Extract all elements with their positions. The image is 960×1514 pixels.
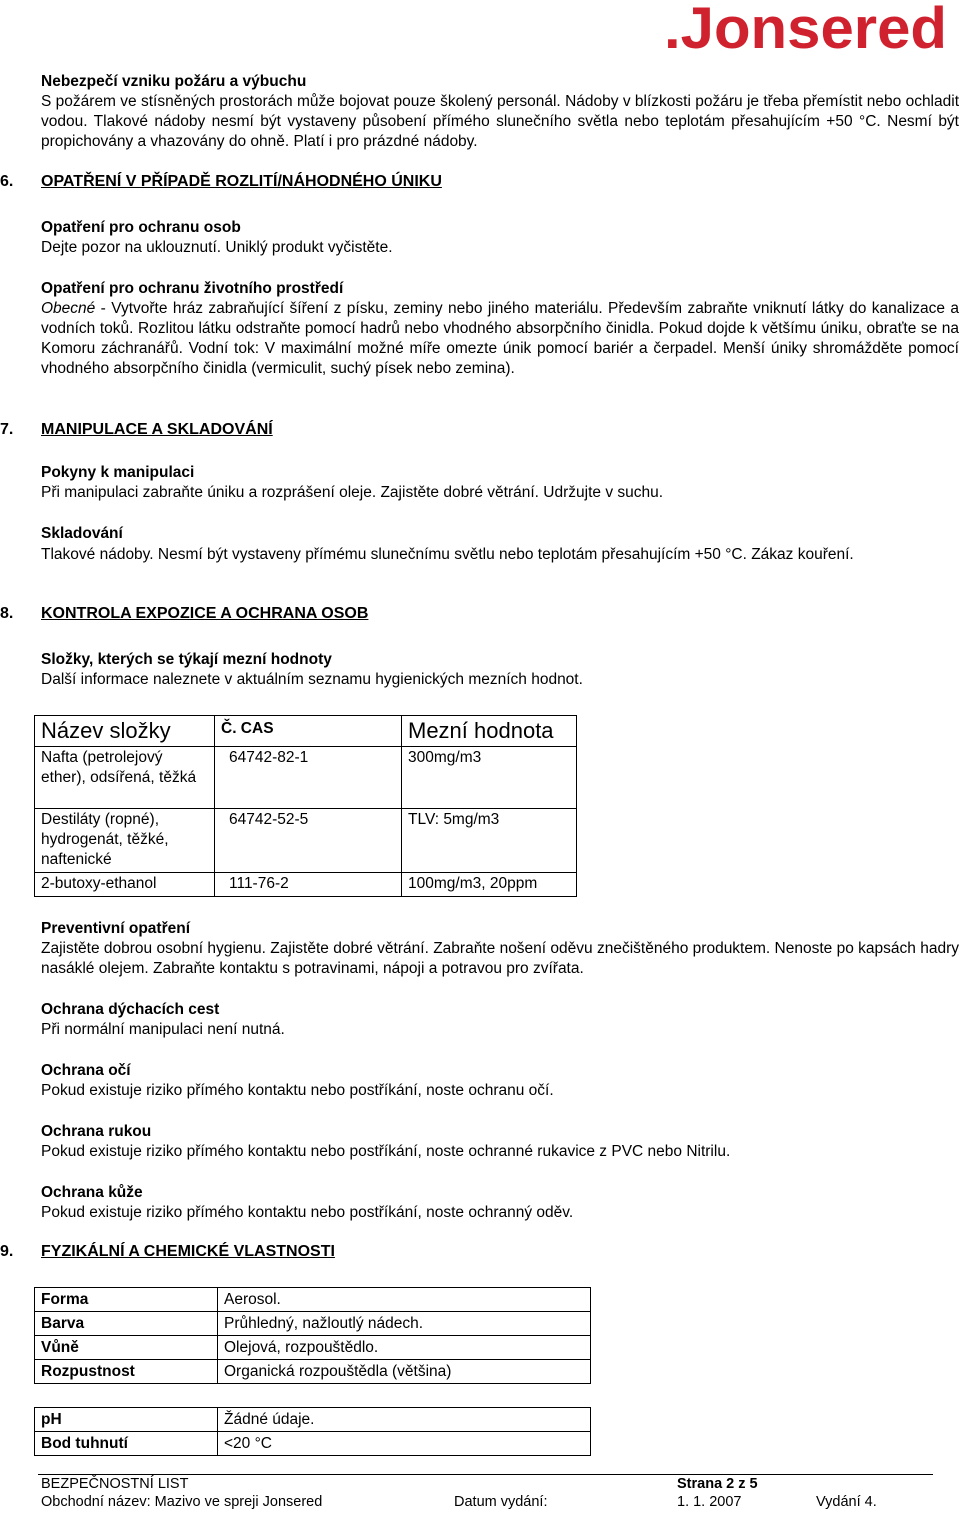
properties-table-a <box>34 1287 591 1384</box>
footer-issue-label: Datum vydání: <box>454 1494 548 1510</box>
section-9-title: FYZIKÁLNÍ A CHEMICKÉ VLASTNOSTI <box>41 1243 335 1260</box>
environment-general-label: Obecné <box>41 300 96 317</box>
table-row <box>35 1360 591 1384</box>
preventive-title: Preventivní opatření <box>41 920 191 937</box>
row-1-cas: 64742-82-1 <box>215 747 402 809</box>
footer-doc-type: BEZPEČNOSTNÍ LIST <box>41 1476 189 1492</box>
footer-issue-date: 1. 1. 2007 <box>677 1494 742 1510</box>
section-9-number: 9. <box>0 1243 14 1260</box>
table-row <box>35 1336 591 1360</box>
prop-value: Olejová, rozpouštědlo. <box>218 1336 591 1360</box>
jonsered-logo <box>664 4 949 52</box>
skin-protection-text: Pokud existuje riziko přímého kontaktu nebo postříkání, noste ochranný oděv. <box>41 1204 574 1221</box>
handling-title: Pokyny k manipulaci <box>41 464 195 481</box>
row-2-name: Destiláty (ropné), hydrogenát, těžké, naftenické <box>35 809 215 873</box>
row-3-cas: 111-76-2 <box>215 873 402 897</box>
respiratory-title: Ochrana dýchacích cest <box>41 1001 220 1018</box>
prop-value: Organická rozpouštědla (většina) <box>218 1360 591 1384</box>
row-1-limit: 300mg/m3 <box>402 747 577 809</box>
prop-key: Barva <box>35 1312 218 1336</box>
properties-table-b <box>34 1407 591 1456</box>
footer-trade-name: Obchodní název: Mazivo ve spreji Jonsered <box>41 1494 323 1510</box>
prop-key: pH <box>35 1408 218 1432</box>
row-1-name: Nafta (petrolejový ether), odsířená, těžká <box>35 747 215 809</box>
prop-value: Průhledný, nažloutlý nádech. <box>218 1312 591 1336</box>
storage-text: Tlakové nádoby. Nesmí být vystaveny přímému slunečnímu světlu nebo teplotám přesahujícím +50 °C. Zákaz kouření. <box>41 546 854 563</box>
row-3-name: 2-butoxy-ethanol <box>35 873 215 897</box>
handling-text: Při manipulaci zabraňte úniku a rozprášení oleje. Zajistěte dobré větrání. Udržujte v suchu. <box>41 484 664 501</box>
header-component-name: Název složky <box>35 716 215 747</box>
hand-protection-text: Pokud existuje riziko přímého kontaktu nebo postříkání, noste ochranné rukavice z PVC nebo Nitrilu. <box>41 1143 731 1160</box>
section-8-number: 8. <box>0 605 14 622</box>
fire-hazard-title: Nebezpečí vzniku požáru a výbuchu <box>41 73 307 90</box>
skin-protection-title: Ochrana kůže <box>41 1184 143 1201</box>
fire-hazard-text: S požárem ve stísněných prostorách může bojovat pouze školený personál. Nádoby v blízkosti požáru je třeba přemístit nebo ochladit vodou. Tlakové nádoby nesmí být vystaveny působení přímého slunečního světla nebo teplotám přesahujícím +50 °C. Nesmí být propichovány a vhazovány do ohně. Platí i pro prázdné nádoby. <box>41 93 959 150</box>
prop-value: Aerosol. <box>218 1288 591 1312</box>
exposure-limits-table <box>34 715 577 897</box>
section-7-number: 7. <box>0 421 14 438</box>
prop-key: Rozpustnost <box>35 1360 218 1384</box>
row-3-limit: 100mg/m3, 20ppm <box>402 873 577 897</box>
table-row <box>35 1408 591 1432</box>
table-row <box>35 747 577 809</box>
footer-page-number: Strana 2 z 5 <box>677 1476 758 1492</box>
limits-text: Další informace naleznete v aktuálním seznamu hygienických mezních hodnot. <box>41 671 583 688</box>
prop-key: Bod tuhnutí <box>35 1432 218 1456</box>
section-6-title: OPATŘENÍ V PŘÍPADĚ ROZLITÍ/NÁHODNÉHO ÚNIKU <box>41 173 442 190</box>
header-limit-value: Mezní hodnota <box>402 716 577 747</box>
table-header-row <box>35 716 577 747</box>
table-row <box>35 1288 591 1312</box>
limits-title: Složky, kterých se týkají mezní hodnoty <box>41 651 332 668</box>
prop-key: Vůně <box>35 1336 218 1360</box>
prop-key: Forma <box>35 1288 218 1312</box>
eye-protection-text: Pokud existuje riziko přímého kontaktu nebo postříkání, noste ochranu očí. <box>41 1082 554 1099</box>
respiratory-text: Při normální manipulaci není nutná. <box>41 1021 285 1038</box>
eye-protection-title: Ochrana očí <box>41 1062 131 1079</box>
logo-lettering: .Jonsered <box>664 4 947 52</box>
environment-protection-paragraph <box>41 299 959 379</box>
row-2-cas: 64742-52-5 <box>215 809 402 873</box>
prop-value: Žádné údaje. <box>218 1408 591 1432</box>
footer-edition: Vydání 4. <box>816 1494 877 1510</box>
table-row <box>35 809 577 873</box>
row-2-limit: TLV: 5mg/m3 <box>402 809 577 873</box>
environment-protection-title: Opatření pro ochranu životního prostředí <box>41 280 344 297</box>
section-8-title: KONTROLA EXPOZICE A OCHRANA OSOB <box>41 605 369 622</box>
section-6-number: 6. <box>0 173 14 190</box>
persons-protection-title: Opatření pro ochranu osob <box>41 219 241 236</box>
jonsered-logo-graphic <box>664 4 949 52</box>
hand-protection-title: Ochrana rukou <box>41 1123 152 1140</box>
environment-protection-text: - Vytvořte hráz zabraňující šíření z písku, zeminy nebo jiného materiálu. Především zabraňte vniknutí látky do kanalizace a vodních toků. Rozlitou látku odstraňte pomocí hadrů nebo vhodného absorpčního činidla. Pokud dojde k většímu úniku, obraťte se na Komoru záchranářů. Vodní tok: V maximální možné míře omezte únik pomocí bariér a čerpadel. Menší úniky shromážděte pomocí vhodného absorpčního činidla (vermiculit, suchý písek nebo zemina). <box>41 300 959 377</box>
preventive-text: Zajistěte dobrou osobní hygienu. Zajistěte dobré větrání. Zabraňte nošení oděvu znečištěného produktem. Nenoste po kapsách hadry nasáklé olejem. Zabraňte kontaktu s potravinami, nápoji a potravou pro zvířata. <box>41 940 959 977</box>
table-row <box>35 1312 591 1336</box>
header-cas-number: Č. CAS <box>215 716 402 747</box>
storage-title: Skladování <box>41 525 123 542</box>
prop-value: <20 °C <box>218 1432 591 1456</box>
table-row <box>35 873 577 897</box>
persons-protection-text: Dejte pozor na uklouznutí. Uniklý produkt vyčistěte. <box>41 239 393 256</box>
section-7-title: MANIPULACE A SKLADOVÁNÍ <box>41 421 273 438</box>
table-row <box>35 1432 591 1456</box>
